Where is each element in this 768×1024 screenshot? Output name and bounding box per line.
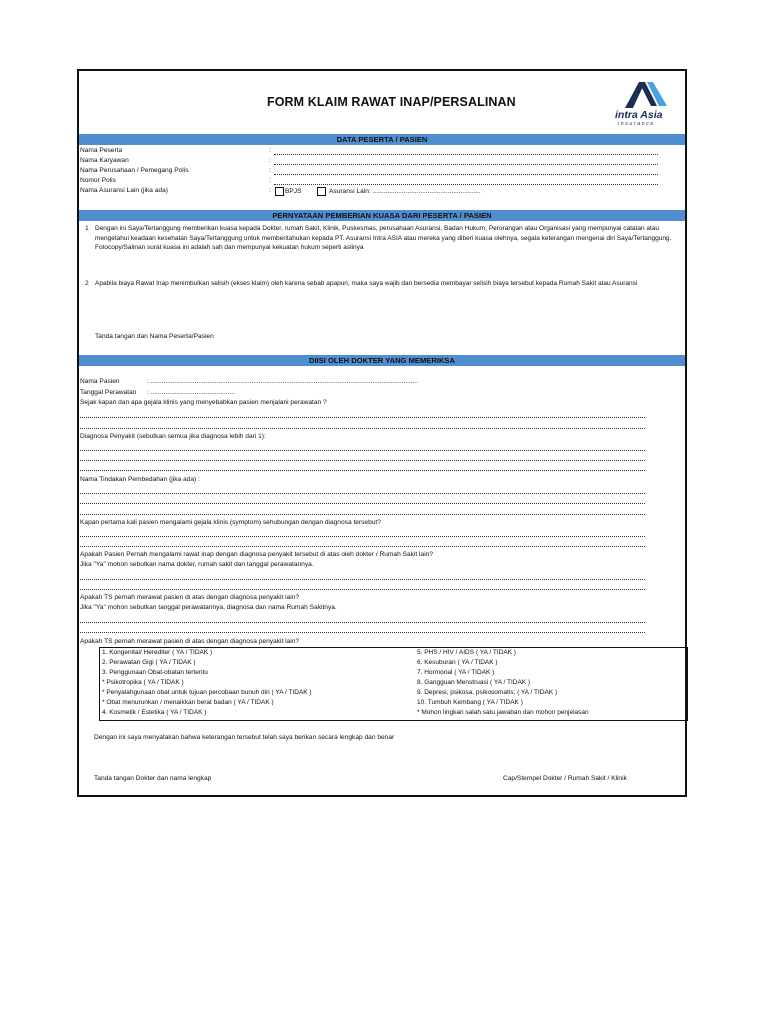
checklist-item[interactable]: 4. Kosmetik / Estetika ( YA / TIDAK ): [102, 709, 207, 716]
nama-peserta-field[interactable]: [274, 154, 658, 155]
section-header-dokter: DIISI OLEH DOKTER YANG MEMERIKSA: [79, 355, 685, 366]
answer-line[interactable]: [80, 622, 645, 623]
label-asuransi-lain: Nama Asuransi Lain (jika ada): [80, 187, 168, 194]
answer-line[interactable]: [80, 460, 645, 461]
answer-line[interactable]: [80, 514, 645, 515]
answer-line[interactable]: [80, 493, 645, 494]
riwayat-checklist-box: [99, 647, 688, 721]
stamp-label: Cap/Stempel Dokter / Rumah Sakit / Klinik: [503, 775, 627, 782]
checklist-item[interactable]: 8. Gangguan Menstruasi ( YA / TIDAK ): [417, 679, 531, 686]
checklist-item[interactable]: 2. Perawatan Gigi ( YA / TIDAK ): [102, 659, 196, 666]
pernyataan-item-2: Apabila biaya Rawat Inap menimbulkan selisih (ekses klaim) oleh karena sebab apapun, maka saya wajib dan bersedia membayar selisih biaya tersebut kepada Rumah Sakit atau Asuransi: [95, 280, 638, 287]
label-nama-perusahaan: Nama Perusahaan / Pemegang Polis: [80, 167, 189, 174]
nomor-polis-field[interactable]: [274, 184, 658, 185]
section-header-data-peserta: DATA PESERTA / PASIEN: [79, 134, 685, 145]
checklist-item[interactable]: * Penyalahgunaan obat untuk tujuan percobaan bunuh diri ( YA / TIDAK ): [102, 689, 312, 696]
question-symptom-pertama: Kapan pertama kali pasien mengalami gejala klinis (symptom) sehubungan dengan diagnosa tersebut?: [80, 519, 381, 526]
section-header-pernyataan: PERNYATAAN PEMBERIAN KUASA DARI PESERTA / PASIEN: [79, 210, 685, 221]
claim-form: FORM KLAIM RAWAT INAP/PERSALINAN intra Asia insurance DATA PESERTA / PASIEN Nama Peserta : Nama Karyawan : Nama Perusahaan / Pemegang Polis : Nomor Polis : Nama Asuransi Lain (jika ada) : BPJS Asuransi Lain: ........................................................... PERNYATAAN PEMBERIAN KUASA DARI PESERTA / PASIEN 1 Dengan ini Saya/Tertanggung memberikan kuasa kepada Dokter, rumah Sakit, Klinik, Puskesmas, perusahaan Asuransi, Badan Hukum, Perorangan atau Organisasi yang mempunyai catatan atau mengetahui keadaan kesehatan Saya/Tertanggung untuk memberitahukan kepada PT. Asuransi Intra ASIA atau mereka yang diberi kuasa olehnya, segala keterangan mengenai diri Saya/Tertanggung. Fotocopy/Salinan surat kuasa ini adalah sah dan mempunyai kekuatan hukum seperti aslinya 2 Apabila biaya Rawat Inap menimbulkan selisih (ekses klaim) oleh karena sebab apapun, maka saya wajib dan bersedia membayar selisih biaya tersebut kepada Rumah Sakit atau Asuransi Tanda tangan dan Nama Peserta/Pasien DIISI OLEH DOKTER YANG MEMERIKSA Nama Pasien : .................................................................................................................................................. Tanggal Perawatan : .............................................. Sejak kapan dan apa gejala klinis yang menyebabkan pasien menjalani perawatan ? Diagnosa Penyakit (sebutkan semua jika diagnosa lebih dari 1): Nama Tindakan Pembedahan (jika ada) : Kapan pertama kali pasien mengalami gejala klinis (symptom) sehubungan dengan diagnosa tersebut? Apakah Pasien Pernah mengalami rawat inap dengan diagnosa penyakit tersebut di atas oleh dokter / Rumah Sakit lain? Jika "Ya" mohon sebutkan nama dokter, rumah sakit dan tanggal perawatannya. Apakah TS pernah merawat pasien di atas dengan diagnosa penyakit lain? Jika "Ya" mohon sebutkan tanggal perawatannya, diagnosa dan nama Rumah Sakitnya. Apakah TS pernah merawat pasien di atas dengan diagnosa penyakit lain? 1. Kongenital/ Herediter ( YA / TIDAK ) 2. Perawatan Gigi ( YA / TIDAK ) 3. Penggunaan Obat-obatan tertentu * Psikotropika ( YA / TIDAK ) * Penyalahgunaan obat untuk tujuan percobaan bunuh diri ( YA / TIDAK ) * Obat menurunkan / menaikkan berat badan ( YA / TIDAK ) 4. Kosmetik / Estetika ( YA / TIDAK ) 5. PHS / HIV / AIDS ( YA / TIDAK ) 6. Kesuburan ( YA / TIDAK ) 7. Hormonal ( YA / TIDAK ) 8. Gangguan Menstruasi ( YA / TIDAK ) 9. Depresi, psikosa, psikosomatis; ( YA / TIDAK ) 10. Tumbuh Kembang ( YA / TIDAK ) * Mohon lingkari salah satu jawaban dan mohon penjelasan Dengan ini saya menyatakan bahwa keterangan tersebut telah saya berikan secara lengkap dan benar Tanda tangan Dokter dan nama lengkap Cap/Stempel Dokter / Rumah Sakit / Klinik: [77, 69, 687, 797]
question-gejala-klinis: Sejak kapan dan apa gejala klinis yang menyebabkan pasien menjalani perawatan ?: [80, 399, 327, 406]
label-nama-karyawan: Nama Karyawan: [80, 157, 129, 164]
bpjs-label: BPJS: [285, 188, 302, 195]
question-rawat-inap-lain: Apakah Pasien Pernah mengalami rawat inap dengan diagnosa penyakit tersebut di atas oleh dokter / Rumah Sakit lain?: [80, 551, 433, 558]
checklist-item[interactable]: 5. PHS / HIV / AIDS ( YA / TIDAK ): [417, 649, 516, 656]
asuransi-lain-label: Asuransi Lain: ...........................................................: [329, 188, 481, 195]
answer-line[interactable]: [80, 632, 645, 633]
question-tindakan-pembedahan: Nama Tindakan Pembedahan (jika ada) :: [80, 476, 200, 483]
declaration-text: Dengan ini saya menyatakan bahwa keterangan tersebut telah saya berikan secara lengkap dan benar: [94, 734, 395, 741]
tanggal-perawatan-field[interactable]: : ..............................................: [147, 389, 235, 396]
signature-dokter-label: Tanda tangan Dokter dan nama lengkap: [94, 775, 212, 782]
checklist-item[interactable]: 7. Hormonal ( YA / TIDAK ): [417, 669, 495, 676]
question-ts-merawat-detail: Jika "Ya" mohon sebutkan tanggal perawatannya, diagnosa dan nama Rumah Sakitnya.: [80, 604, 337, 611]
question-diagnosa: Diagnosa Penyakit (sebutkan semua jika diagnosa lebih dari 1):: [80, 433, 266, 440]
checklist-note: * Mohon lingkari salah satu jawaban dan mohon penjelasan: [417, 709, 589, 716]
bpjs-checkbox[interactable]: [275, 187, 284, 196]
nama-pasien-field[interactable]: : ..................................................................................................................................................: [147, 378, 419, 385]
checklist-item[interactable]: * Psikotropika ( YA / TIDAK ): [102, 679, 184, 686]
pernyataan-item-1: Dengan ini Saya/Tertanggung memberikan kuasa kepada Dokter, rumah Sakit, Klinik, Puskesmas, perusahaan Asuransi, Badan Hukum, Perorangan atau Organisasi yang mempunyai catatan atau mengetahui keadaan kesehatan Saya/Tertanggung untuk memberitahukan kepada PT. Asuransi Intra ASIA atau mereka yang diberi kuasa olehnya, segala keterangan mengenai diri Saya/Tertanggung. Fotocopy/Salinan surat kuasa ini adalah sah dan mempunyai kekuatan hukum seperti aslinya: [95, 225, 672, 251]
question-ts-merawat-lain: Apakah TS pernah merawat pasien di atas dengan diagnosa penyakit lain?: [80, 638, 300, 645]
answer-line[interactable]: [80, 536, 645, 537]
nama-perusahaan-field[interactable]: [274, 174, 658, 175]
checklist-item[interactable]: 10. Tumbuh Kembang ( YA / TIDAK ): [417, 699, 523, 706]
form-header: [79, 71, 685, 131]
checklist-item[interactable]: 9. Depresi, psikosa, psikosomatis; ( YA / TIDAK ): [417, 689, 558, 696]
question-ts-merawat: Apakah TS pernah merawat pasien di atas dengan diagnosa penyakit lain?: [80, 594, 300, 601]
asuransi-lain-checkbox[interactable]: [317, 187, 326, 196]
label-nomor-polis: Nomor Polis: [80, 177, 116, 184]
answer-line[interactable]: [80, 546, 645, 547]
answer-line[interactable]: [80, 470, 645, 471]
answer-line[interactable]: [80, 450, 645, 451]
checklist-item[interactable]: 1. Kongenital/ Herediter ( YA / TIDAK ): [102, 649, 213, 656]
checklist-item[interactable]: 6. Kesuburan ( YA / TIDAK ): [417, 659, 498, 666]
answer-line[interactable]: [80, 579, 645, 580]
label-tanggal-perawatan: Tanggal Perawatan: [80, 389, 137, 396]
logo-tagline: insurance: [618, 121, 655, 127]
checklist-item[interactable]: * Obat menurunkan / menaikkan berat badan ( YA / TIDAK ): [102, 699, 274, 706]
signature-peserta-label: Tanda tangan dan Nama Peserta/Pasien: [95, 333, 214, 340]
answer-line[interactable]: [80, 417, 645, 418]
question-rawat-inap-lain-detail: Jika "Ya" mohon sebutkan nama dokter, rumah sakit dan tanggal perawatannya.: [80, 561, 314, 568]
form-title: FORM KLAIM RAWAT INAP/PERSALINAN: [267, 95, 516, 109]
answer-line[interactable]: [80, 503, 645, 504]
nama-karyawan-field[interactable]: [274, 164, 658, 165]
label-nama-pasien: Nama Pasien: [80, 378, 120, 385]
checklist-item: 3. Penggunaan Obat-obatan tertentu: [102, 669, 208, 676]
answer-line[interactable]: [80, 428, 645, 429]
logo-wordmark: intra Asia: [615, 109, 663, 121]
label-nama-peserta: Nama Peserta: [80, 147, 123, 154]
answer-line[interactable]: [80, 589, 645, 590]
